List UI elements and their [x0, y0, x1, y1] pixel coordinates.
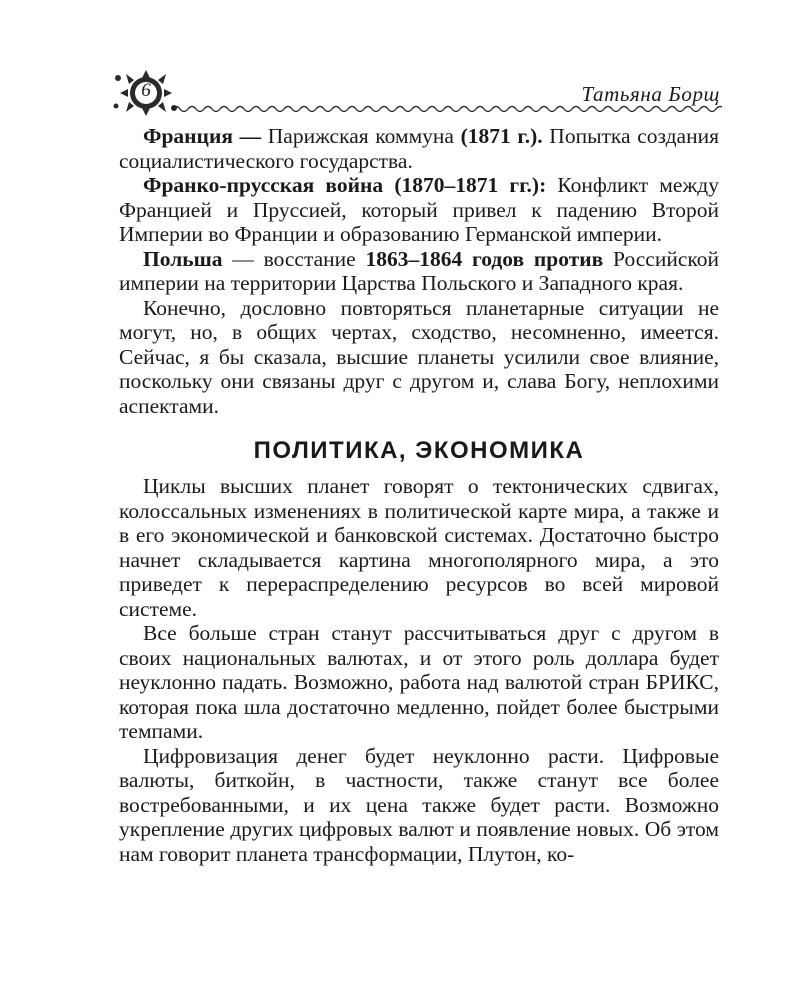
page-header — [112, 68, 722, 118]
page-number: 6 — [141, 80, 151, 101]
paragraph-france — [119, 124, 719, 173]
term-poland: Польша — [143, 246, 223, 271]
paragraph-text: Российской империи на территории Царства Польского и Западного края. — [119, 246, 720, 295]
term-france: Франция — [143, 124, 233, 148]
paragraph-body: Цифровизация денег будет неуклонно расти. Цифровые валюты, биткойн, в частности, также станут все более востребованными, и их цена также будет расти. Возможно укрепление других цифровых валют и появление новых. Об этом нам говорит планета трансформации, Плутон, ко- — [119, 743, 719, 866]
paragraph-text: Конфликт между Францией и Пруссией, который привел к падению Второй Империи во Франции и образованию Германской империи. — [119, 173, 719, 246]
paragraph-conclusion: Конечно, дословно повторяться планетарные ситуации не могут, но, в общих чертах, сходство, несомненно, имеется. Сейчас, я бы сказала, высшие планеты усилили свое влияние, поскольку они связаны друг с другом и, слава Богу, неплохими аспектами. — [119, 295, 719, 418]
date-bold: 1863–1864 годов против — [365, 246, 604, 271]
term-franco-prussian-war: Франко-прусская война — [143, 173, 384, 197]
paragraph-body: Все больше стран станут рассчитываться друг с другом в своих национальных валютах, и от этого роль доллара будет неуклонно падать. Возможно, работа над валютой стран БРИКС, которая пока шла достаточно медленно, пойдет более быстрыми темпами. — [119, 621, 719, 743]
paragraph-franco-prussian-war — [119, 173, 719, 247]
section-title: ПОЛИТИКА, ЭКОНОМИКА — [253, 437, 585, 464]
paragraph-text: восстание — [263, 246, 366, 271]
paragraph-body: Циклы высших планет говорят о тектонических сдвигах, колоссальных изменениях в политической карте мира, а также и в его экономической и банковской системах. Достаточно быстро начнет складывается картина многополярного мира, а это приведет к перераспределению ресурсов во всей мировой системе. — [119, 474, 719, 621]
paragraph-text: Парижская коммуна — [267, 124, 461, 148]
date-bold: (1870–1871 гг.): — [383, 173, 547, 197]
page-content — [119, 124, 719, 866]
date-bold: (1871 г.). — [460, 124, 543, 148]
dash: — — [222, 246, 264, 271]
header-wave-divider — [172, 104, 722, 114]
dash: — — [232, 124, 268, 148]
running-header-author: Татьяна Борщ — [581, 82, 720, 106]
paragraph-text: Попытка создания социалистического государства. — [119, 124, 719, 173]
paragraph-poland — [119, 247, 719, 296]
